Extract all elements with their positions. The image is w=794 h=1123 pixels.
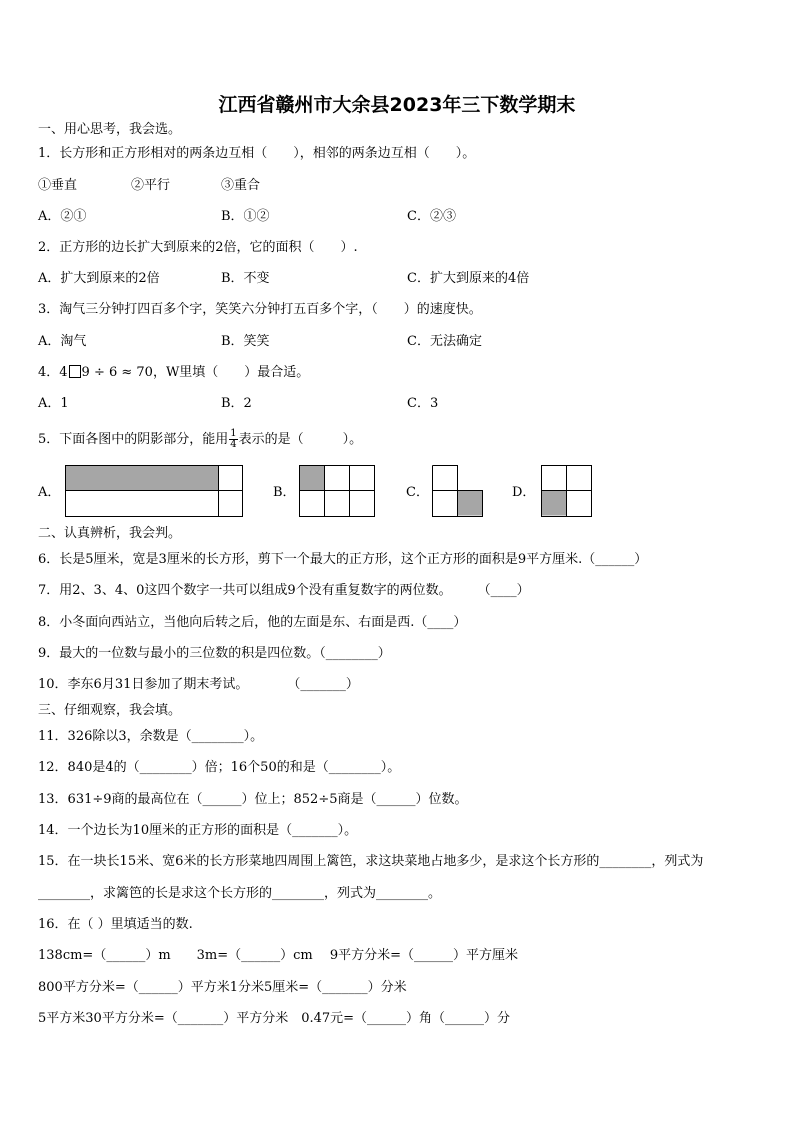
q1-choice-1: ①垂直 (38, 178, 78, 193)
section-2-heading: 二、认真辨析，我会判。 (38, 526, 182, 541)
q2-stem: 2．正方形的边长扩大到原来的2倍，它的面积（ ）. (38, 240, 358, 255)
q4-option-b[interactable]: B．2 (221, 396, 252, 411)
q2-option-a[interactable]: A．扩大到原来的2倍 (38, 271, 160, 286)
q3-option-c[interactable]: C．无法确定 (407, 334, 482, 349)
q5-figure-a (64, 464, 244, 518)
q1-stem: 1．长方形和正方形相对的两条边互相（ ），相邻的两条边互相（ ）。 (38, 146, 476, 161)
q4-stem-start: 4．4 (38, 365, 68, 380)
q11: 11．326除以3，余数是（________）。 (38, 729, 264, 744)
q5-label-c[interactable]: C． (406, 485, 429, 500)
q1-option-c[interactable]: C．②③ (407, 209, 456, 224)
q1-choice-2: ②平行 (131, 178, 171, 193)
q16-line-2: 800平方分米=（______）平方米1分米5厘米=（_______）分米 (38, 980, 407, 995)
q16-line-3: 5平方米30平方分米=（_______）平方分米 0.47元=（______）角（______）分 (38, 1011, 511, 1026)
q5-figure-d (540, 464, 593, 518)
q10: 10．李东6月31日参加了期末考试。 （_______） (38, 677, 359, 692)
q1-choice-3: ③重合 (221, 178, 261, 193)
q5-stem-start: 5．下面各图中的阴影部分，能用 (38, 432, 229, 447)
section-1-heading: 一、用心思考，我会选。 (38, 122, 182, 137)
q1-option-b[interactable]: B．①② (221, 209, 270, 224)
fraction-one-quarter (229, 429, 237, 450)
q4-stem (38, 365, 309, 381)
q5-figure-b (298, 464, 376, 518)
q5-label-d[interactable]: D． (512, 485, 536, 500)
q2-option-b[interactable]: B．不变 (221, 271, 270, 286)
q12: 12．840是4的（________）倍；16个50的和是（________）。 (38, 760, 401, 775)
q1-option-a[interactable]: A．②① (38, 209, 87, 224)
q16-stem: 16．在（ ）里填适当的数. (38, 917, 193, 932)
q8: 8．小冬面向西站立，当他向后转之后，他的左面是东、右面是西.（____） (38, 615, 467, 630)
q5-stem (38, 429, 362, 451)
q3-option-b[interactable]: B．笑笑 (221, 334, 270, 349)
q5-label-b[interactable]: B． (273, 485, 296, 500)
fraction-numerator: 1 (230, 428, 237, 439)
q7: 7．用2、3、4、0这四个数字一共可以组成9个没有重复数字的两位数。 （____） (38, 583, 530, 598)
shaded-region (458, 491, 483, 516)
q3-option-a[interactable]: A．淘气 (38, 334, 87, 349)
q4-option-c[interactable]: C．3 (407, 396, 439, 411)
q9: 9．最大的一位数与最小的三位数的积是四位数。（________） (38, 646, 391, 661)
shaded-region (542, 491, 567, 516)
q14: 14．一个边长为10厘米的正方形的面积是（_______）。 (38, 823, 358, 838)
q15-line-1: 15．在一块长15米、宽6米的长方形菜地四周围上篱笆，求这块菜地占地多少，是求这个长方形的________，列式为 (38, 854, 704, 869)
q3-stem: 3．淘气三分钟打四百多个字，笑笑六分钟打五百多个字，（ ）的速度快。 (38, 302, 482, 317)
q2-option-c[interactable]: C．扩大到原来的4倍 (407, 271, 530, 286)
q4-option-a[interactable]: A．1 (38, 396, 69, 411)
q16-line-1: 138cm=（______）m 3m=（______）cm 9平方分米=（______）平方厘米 (38, 948, 519, 963)
fraction-denominator: 4 (230, 439, 237, 450)
shaded-region (66, 466, 218, 490)
blank-box-icon (69, 365, 81, 378)
section-3-heading: 三、仔细观察，我会填。 (38, 703, 182, 718)
q6: 6．长是5厘米，宽是3厘米的长方形，剪下一个最大的正方形，这个正方形的面积是9平方厘米.（______） (38, 552, 648, 567)
q5-label-a[interactable]: A． (38, 485, 61, 500)
page-title: 江西省赣州市大余县2023年三下数学期末 (218, 94, 576, 116)
q5-stem-end: 表示的是（ ）。 (238, 432, 363, 447)
q13: 13．631÷9商的最高位在（______）位上；852÷5商是（______）位数。 (38, 792, 468, 807)
q5-figure-c (431, 464, 485, 518)
shaded-region (300, 466, 325, 491)
q15-line-2: ________，求篱笆的长是求这个长方形的________，列式为________。 (38, 886, 442, 901)
q4-stem-end: 9 ÷ 6 ≈ 70，W里填（ ）最合适。 (81, 365, 310, 380)
